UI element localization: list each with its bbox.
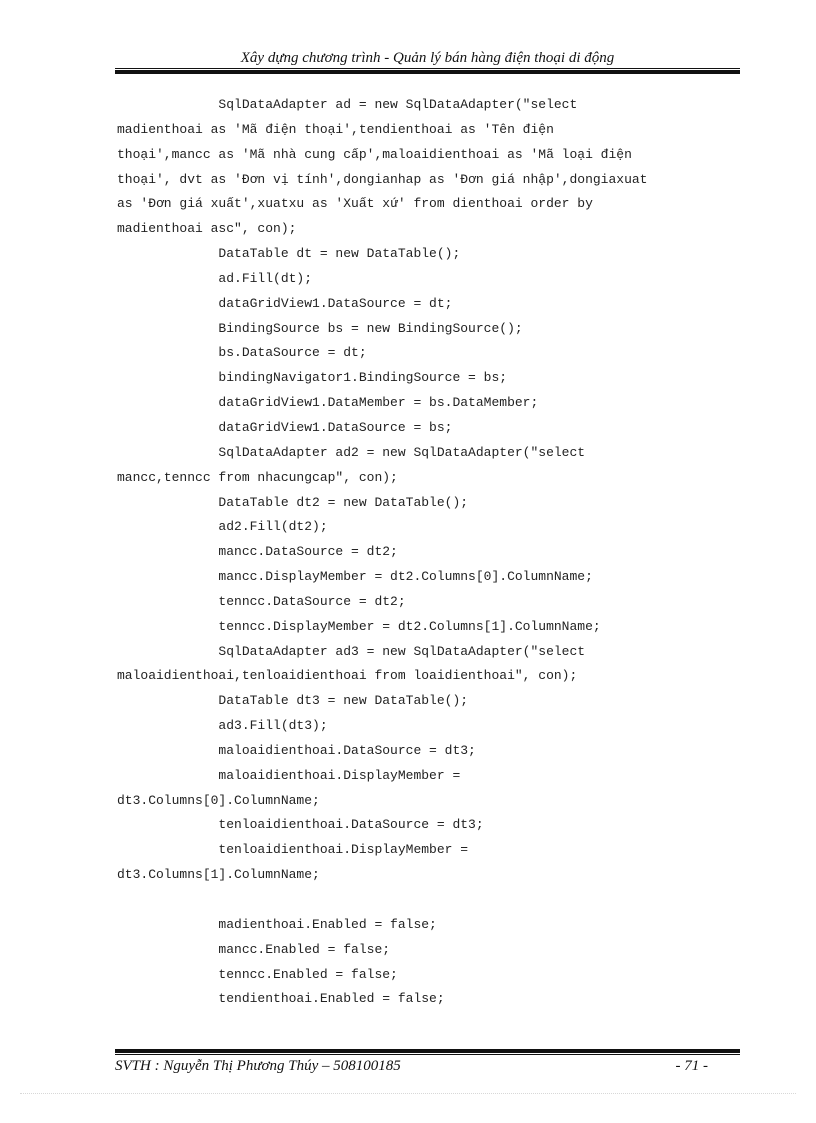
header-rule-thin [115, 68, 740, 69]
code-line: bindingNavigator1.BindingSource = bs; [117, 370, 508, 386]
code-line: SqlDataAdapter ad = new SqlDataAdapter("select [117, 97, 578, 112]
code-line: dataGridView1.DataMember = bs.DataMember; [117, 395, 539, 411]
code-listing [117, 93, 737, 1012]
code-line: dataGridView1.DataSource = bs; [117, 419, 453, 435]
code-line: tenloaidienthoai.DisplayMember = [117, 842, 469, 858]
footer-author: SVTH : Nguyễn Thị Phương Thúy – 508100185 [115, 1058, 401, 1074]
code-line: BindingSource bs = new BindingSource(); [117, 320, 523, 336]
code-line: tenncc.Enabled = false; [117, 966, 398, 982]
code-line: tenloaidienthoai.DataSource = dt3; [117, 817, 484, 833]
code-line: tenncc.DisplayMember = dt2.Columns[1].ColumnName; [117, 618, 601, 634]
running-header-title: Xây dựng chương trình - Quản lý bán hàng điện thoại di động [240, 50, 615, 66]
code-line: mancc.DataSource = dt2; [117, 544, 398, 560]
code-line: madienthoai as 'Mã điện thoại',tendienthoai as 'Tên điện [117, 121, 554, 137]
code-line: madienthoai asc", con); [117, 221, 297, 237]
code-line: SqlDataAdapter ad2 = new SqlDataAdapter("select [117, 444, 586, 460]
code-line: as 'Đơn giá xuất',xuatxu as 'Xuất xứ' from dienthoai order by [117, 196, 593, 212]
code-line: ad3.Fill(dt3); [117, 718, 328, 734]
code-line: dataGridView1.DataSource = dt; [117, 295, 453, 311]
code-line: madienthoai.Enabled = false; [117, 916, 437, 932]
code-line [117, 888, 737, 913]
page-edge-divider [20, 1093, 796, 1094]
code-line: thoại', dvt as 'Đơn vị tính',dongianhap as 'Đơn giá nhập',dongiaxuat [117, 171, 648, 187]
code-line: maloaidienthoai.DataSource = dt3; [117, 742, 476, 758]
footer-rule-thick [115, 1049, 740, 1053]
page-number: - 71 - [675, 1058, 708, 1074]
code-line: SqlDataAdapter ad3 = new SqlDataAdapter("select [117, 643, 586, 659]
code-line: ad.Fill(dt); [117, 270, 313, 286]
header-rule-thick [115, 70, 740, 74]
code-line: DataTable dt2 = new DataTable(); [117, 494, 469, 510]
code-line: mancc,tenncc from nhacungcap", con); [117, 469, 398, 485]
code-line: mancc.DisplayMember = dt2.Columns[0].ColumnName; [117, 569, 593, 585]
code-line: mancc.Enabled = false; [117, 941, 391, 957]
code-line: bs.DataSource = dt; [117, 345, 367, 361]
code-line: DataTable dt3 = new DataTable(); [117, 693, 469, 709]
code-line: maloaidienthoai.DisplayMember = [117, 767, 461, 783]
code-line: dt3.Columns[1].ColumnName; [117, 867, 320, 883]
code-line: maloaidienthoai,tenloaidienthoai from loaidienthoai", con); [117, 668, 578, 684]
footer-rule-thin [115, 1054, 740, 1055]
code-line: dt3.Columns[0].ColumnName; [117, 792, 320, 808]
code-line: tenncc.DataSource = dt2; [117, 593, 406, 609]
code-line: tendienthoai.Enabled = false; [117, 991, 445, 1007]
code-line: DataTable dt = new DataTable(); [117, 246, 461, 262]
code-line: thoại',mancc as 'Mã nhà cung cấp',maloaidienthoai as 'Mã loại điện [117, 146, 632, 162]
code-line: ad2.Fill(dt2); [117, 519, 328, 535]
